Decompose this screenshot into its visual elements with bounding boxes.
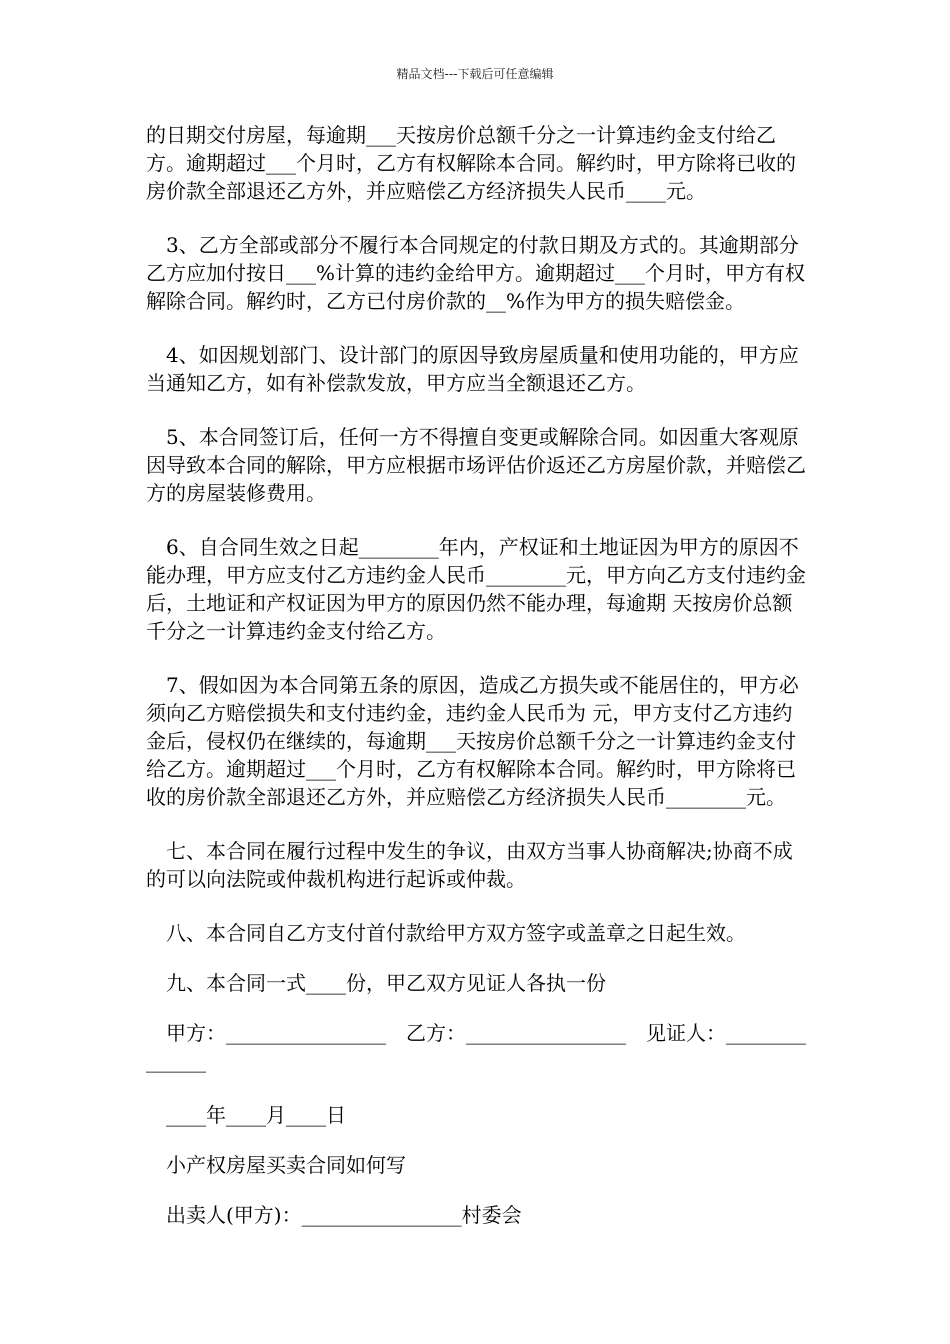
- section-title-paragraph: 小产权房屋买卖合同如何写: [146, 1153, 406, 1177]
- clause-5-paragraph: 5、本合同签订后，任何一方不得擅自变更或解除合同。如因重大客观原因导致本合同的解除，甲方应根据市场评估价返还乙方房屋价款，并赔偿乙方的房屋装修费用。: [146, 425, 806, 505]
- signature-line: 甲方：________________ 乙方：________________ 见证人：______________: [146, 1021, 806, 1073]
- clause-4-paragraph: 4、如因规划部门、设计部门的原因导致房屋质量和使用功能的，甲方应当通知乙方，如有补偿款发放，甲方应当全额退还乙方。: [146, 343, 799, 395]
- clause-3-paragraph: 3、乙方全部或部分不履行本合同规定的付款日期及方式的。其逾期部分乙方应加付按日___%计算的违约金给甲方。逾期超过___个月时，甲方有权解除合同。解约时，乙方已付房价款的__%作为甲方的损失赔偿金。: [146, 233, 806, 313]
- date-line: ____年____月____日: [146, 1103, 346, 1127]
- document-body: [146, 121, 808, 1251]
- article-8-effective-paragraph: 八、本合同自乙方支付首付款给甲方双方签字或盖章之日起生效。: [146, 921, 746, 945]
- page-header: 精品文档---下载后可任意编辑: [396, 67, 554, 81]
- clause-continuation-paragraph: 的日期交付房屋，每逾期___天按房价总额千分之一计算违约金支付给乙方。逾期超过___个月时，乙方有权解除本合同。解约时，甲方除将已收的房价款全部退还乙方外，并应赔偿乙方经济损失人民币____元。: [146, 123, 796, 203]
- clause-6-paragraph: 6、自合同生效之日起________年内，产权证和土地证因为甲方的原因不能办理，甲方应支付乙方违约金人民币________元，甲方向乙方支付违约金后，土地证和产权证因为甲方的原因仍然不能办理，每逾期 天按房价总额千分之一计算违约金支付给乙方。: [146, 535, 806, 643]
- article-9-copies-paragraph: 九、本合同一式____份，甲乙双方见证人各执一份: [146, 971, 606, 995]
- article-7-dispute-paragraph: 七、本合同在履行过程中发生的争议，由双方当事人协商解决;协商不成的可以向法院或仲裁机构进行起诉或仲裁。: [146, 839, 793, 891]
- clause-7-paragraph: 7、假如因为本合同第五条的原因，造成乙方损失或不能居住的，甲方必须向乙方赔偿损失和支付违约金，违约金人民币为 元，甲方支付乙方违约金后，侵权仍在继续的，每逾期___天按房价总额千分之一计算违约金支付给乙方。逾期超过___个月时，乙方有权解除本合同。解约时，甲方除将已收的房价款全部退还乙方外，并应赔偿乙方经济损失人民币________元。: [146, 673, 799, 809]
- seller-line: 出卖人(甲方)：________________村委会: [146, 1203, 522, 1227]
